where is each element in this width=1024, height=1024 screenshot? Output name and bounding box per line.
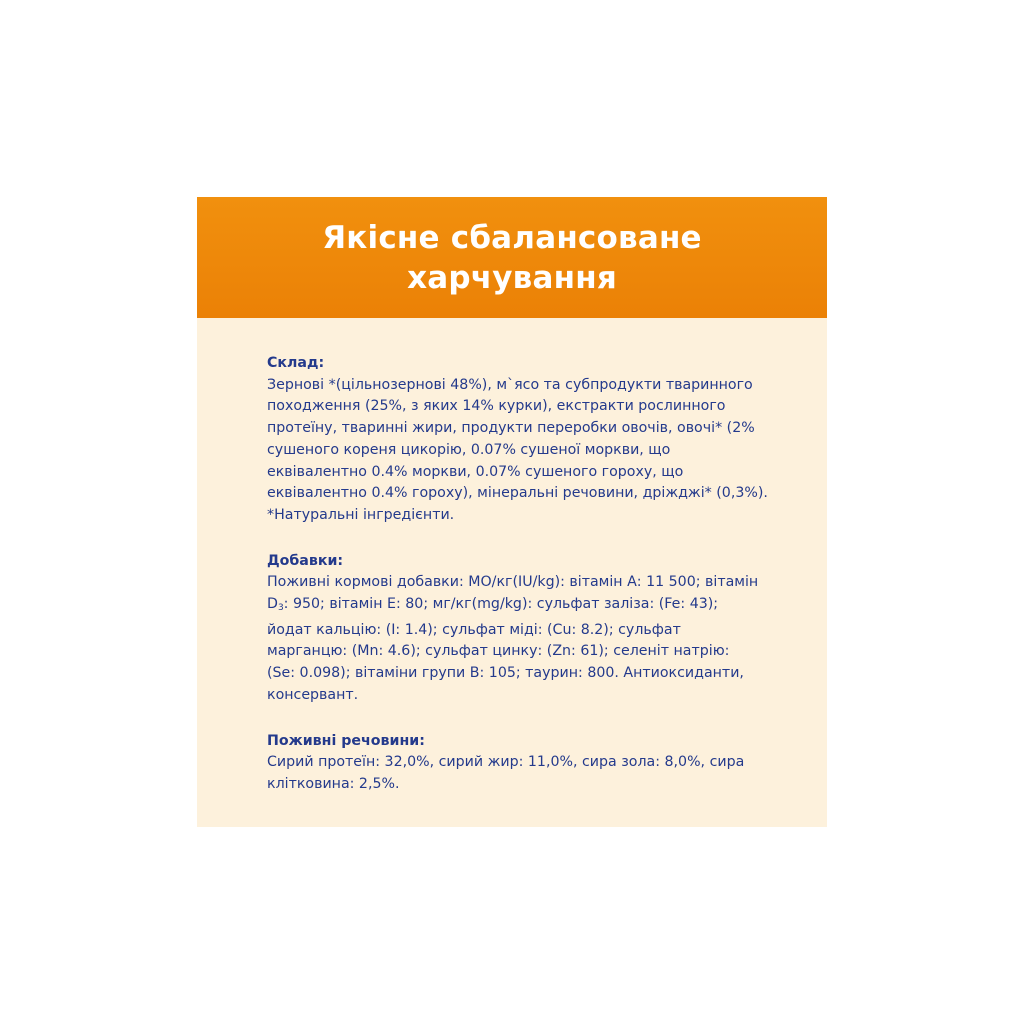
nutrients-heading: Поживні речовини: xyxy=(267,732,425,749)
composition-line: походження (25%, з яких 14% курки), екстракти рослинного xyxy=(267,398,726,415)
composition-section xyxy=(267,353,787,527)
nutrients-section xyxy=(267,731,787,796)
composition-line: протеїну, тваринні жири, продукти переробки овочів, овочі* (2% xyxy=(267,420,755,437)
composition-line: Зернові *(цільнозернові 48%), м`ясо та субпродукти тваринного xyxy=(267,376,753,393)
composition-line: сушеного кореня цикорію, 0.07% сушеної моркви, що xyxy=(267,441,671,458)
additives-line: марганцю: (Mn: 4.6); сульфат цинку: (Zn: 61); селеніт натрію: xyxy=(267,643,730,660)
composition-footnote: *Натуральні інгредієнти. xyxy=(267,506,455,523)
composition-heading: Склад: xyxy=(267,355,325,371)
additives-line: йодат кальцію: (I: 1.4); сульфат міді: (Cu: 8.2); сульфат xyxy=(267,621,681,638)
header-banner xyxy=(197,197,827,318)
nutrients-line: Сирий протеїн: 32,0%, сирий жир: 11,0%, сира зола: 8,0%, сира xyxy=(267,754,745,771)
header-title-line-1: Якісне сбалансоване xyxy=(322,219,702,256)
nutrients-line: клітковина: 2,5%. xyxy=(267,775,400,792)
composition-line: еквівалентно 0.4% гороху), мінеральні речовини, дріжджі* (0,3%). xyxy=(267,485,768,502)
vitamin-d-letter: D xyxy=(267,596,278,613)
content-body xyxy=(267,353,787,796)
nutrition-card xyxy=(197,197,827,827)
additives-line: (Se: 0.098); вітаміни групи В: 105; таурин: 800. Антиоксиданти, xyxy=(267,665,744,682)
additives-line-rest: : 950; вітамін Е: 80; мг/кг(mg/kg): сульфат заліза: (Fe: 43); xyxy=(283,596,719,613)
additives-line-vitamin-d3 xyxy=(267,594,787,620)
additives-section xyxy=(267,551,787,707)
composition-line: еквівалентно 0.4% моркви, 0.07% сушеного гороху, що xyxy=(267,463,684,480)
additives-heading: Добавки: xyxy=(267,552,344,569)
additives-line: Поживні кормові добавки: МО/кг(IU/kg): вітамін А: 11 500; вітамін xyxy=(267,574,759,591)
header-title-line-2: харчування xyxy=(407,259,617,296)
additives-line: консервант. xyxy=(267,686,359,703)
vitamin-d-subscript: 3 xyxy=(277,603,284,614)
